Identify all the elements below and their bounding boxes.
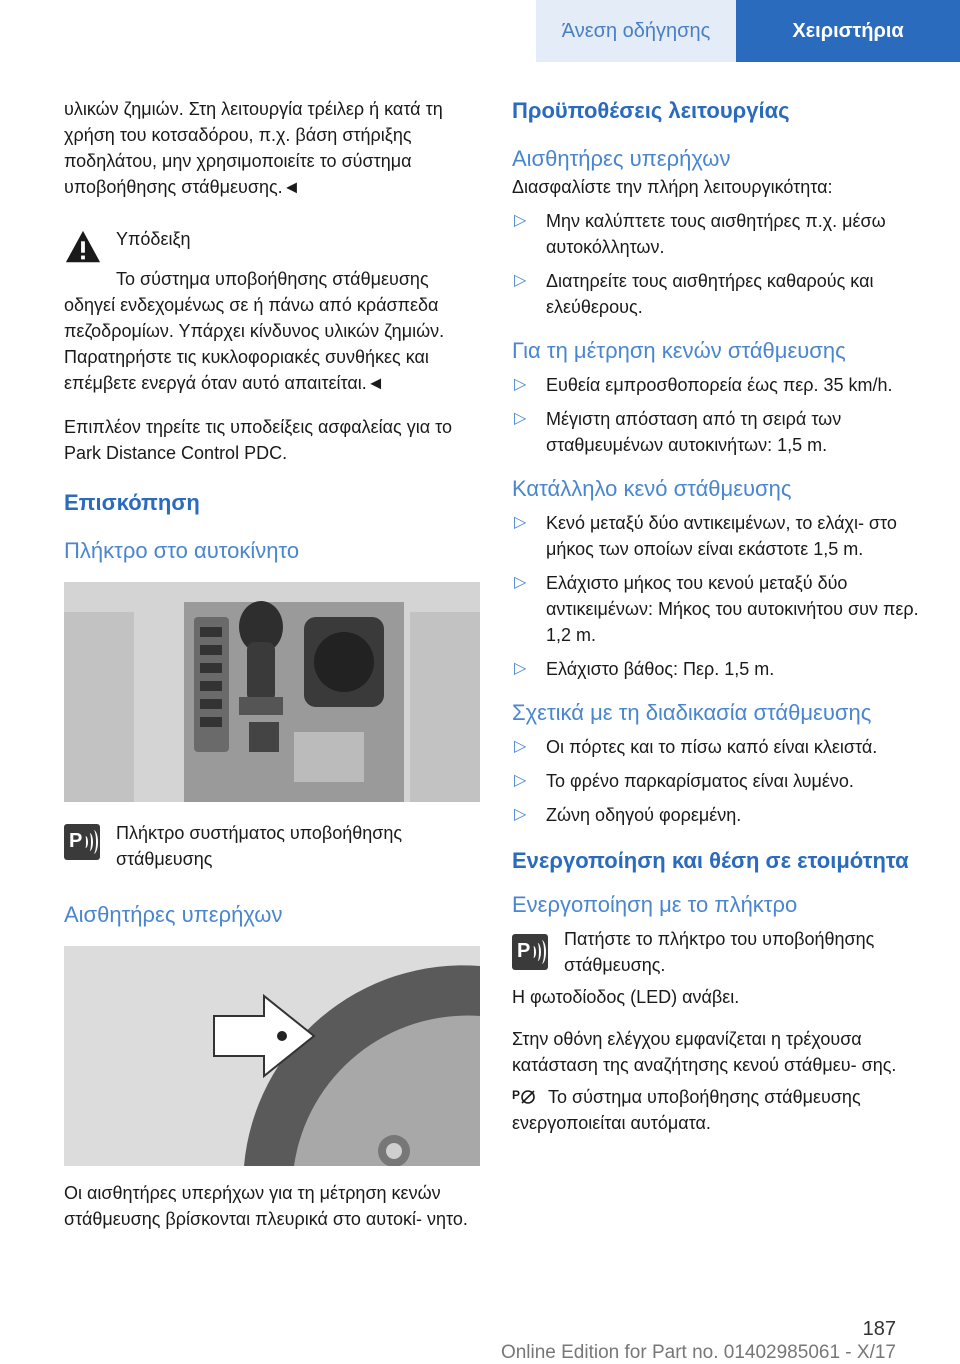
bullet-icon: ▷ xyxy=(514,410,527,427)
led-text: Η φωτοδίοδος (LED) ανάβει. xyxy=(512,987,740,1007)
bullet-icon: ▷ xyxy=(514,660,527,677)
heading-suitable: Κατάλληλο κενό στάθμευσης xyxy=(512,476,792,501)
list-sensors xyxy=(512,208,932,320)
bullet-icon: ▷ xyxy=(514,772,527,789)
header-bar xyxy=(0,0,960,62)
list-item: ▷ Διατηρείτε τους αισθητήρες καθαρούς και ελεύθερους. xyxy=(512,268,932,320)
parking-assist-icon: P xyxy=(64,824,100,860)
list-suitable xyxy=(512,510,932,682)
bullet-icon: ▷ xyxy=(514,514,527,531)
ensure-text: Διασφαλίστε την πλήρη λειτουργικότητα: xyxy=(512,177,833,197)
heading-overview: Επισκόπηση xyxy=(64,490,200,515)
list-item: ▷ Ελάχιστο μήκος του κενού μεταξύ δύο αντικειμένων: Μήκος του αυτοκινήτου συν περ. 1,2 m. xyxy=(512,570,932,648)
auto-parking-icon xyxy=(512,1086,538,1106)
page-number: 187 xyxy=(862,1318,896,1340)
display-text: Στην οθόνη ελέγχου εμφανίζεται η τρέχουσα κατάσταση της αναζήτησης κενού στάθμευ‐ σης. xyxy=(512,1029,897,1075)
list-item: ▷ Ευθεία εμπροσθοπορεία έως περ. 35 km/h. xyxy=(512,372,932,398)
list-procedure xyxy=(512,734,932,828)
heading-prerequisites: Προϋποθέσεις λειτουργίας xyxy=(512,98,790,123)
heading-measure: Για τη μέτρηση κενών στάθμευσης xyxy=(512,338,846,363)
list-measure xyxy=(512,372,932,458)
bullet-icon: ▷ xyxy=(514,574,527,591)
heading-sensors-right: Αισθητήρες υπερήχων xyxy=(512,146,731,171)
bullet-icon: ▷ xyxy=(514,738,527,755)
tab-current[interactable]: Χειριστήρια xyxy=(736,0,960,62)
page-footer xyxy=(0,1318,960,1362)
list-item: ▷ Μην καλύπτετε τους αισθητήρες π.χ. μέσω αυτοκόλλητων. xyxy=(512,208,932,260)
button-caption: Πλήκτρο συστήματος υποβοήθησης στάθμευσης xyxy=(116,823,403,869)
console-illustration xyxy=(64,582,480,802)
list-item: ▷ Ελάχιστο βάθος: Περ. 1,5 m. xyxy=(512,656,932,682)
sensor-illustration xyxy=(64,946,480,1166)
list-item: ▷ Οι πόρτες και το πίσω καπό είναι κλειστά. xyxy=(512,734,932,760)
bullet-icon: ▷ xyxy=(514,212,527,229)
warning-block xyxy=(64,226,480,266)
heading-button: Πλήκτρο στο αυτοκίνητο xyxy=(64,538,300,563)
list-item: ▷ Κενό μεταξύ δύο αντικειμένων, το ελάχι‐ στο μήκος των οποίων είναι εκάστοτε 1,5 m. xyxy=(512,510,932,562)
heading-sensors-left: Αισθητήρες υπερήχων xyxy=(64,902,283,927)
warning-icon xyxy=(64,228,102,266)
warning-title: Υπόδειξη xyxy=(116,229,191,249)
button-caption-row xyxy=(64,820,480,872)
left-column xyxy=(64,96,480,1232)
list-item: ▷ Μέγιστη απόσταση από τη σειρά των σταθμευμένων αυτοκινήτων: 1,5 m. xyxy=(512,406,932,458)
press-row xyxy=(512,926,932,978)
intro-paragraph: υλικών ζημιών. Στη λειτουργία τρέιλερ ή κατά τη χρήση του κοτσαδόρου, π.χ. βάση στήριξης ποδηλάτου, μην χρησιμοποιείτε το σύστημα υποβοήθησης στάθμευσης.◄ xyxy=(64,99,443,197)
press-text: Πατήστε το πλήκτρο του υποβοήθησης στάθμευσης. xyxy=(564,929,875,975)
tab-section[interactable]: Άνεση οδήγησης xyxy=(536,0,736,62)
parking-assist-icon: P xyxy=(512,934,548,970)
bullet-icon: ▷ xyxy=(514,806,527,823)
list-item: ▷ Το φρένο παρκαρίσματος είναι λυμένο. xyxy=(512,768,932,794)
warning-text: Το σύστημα υποβοήθησης στάθμευσης οδηγεί ενδεχομένως σε ή πάνω από κράσπεδα πεζοδρομίων. Υπάρχει κίνδυνος υλικών ζημιών. Παρατηρήστε τις κυκλοφοριακές συνθήκες και επέμβετε ενεργά όταν αυτό απαιτείται.◄ xyxy=(64,269,445,393)
list-item: ▷ Ζώνη οδηγού φορεμένη. xyxy=(512,802,932,828)
pdc-paragraph: Επιπλέον τηρείτε τις υποδείξεις ασφαλείας για το Park Distance Control PDC. xyxy=(64,417,452,463)
bullet-icon: ▷ xyxy=(514,376,527,393)
heading-activation: Ενεργοποίηση και θέση σε ετοιμότητα xyxy=(512,848,909,873)
right-column xyxy=(512,96,932,1136)
auto-text: P Το σύστημα υποβοήθησης στάθμευσης ενεργοποιείται αυτόματα. xyxy=(512,1087,861,1133)
sensor-photo xyxy=(64,946,480,1166)
heading-with-button: Ενεργοποίηση με το πλήκτρο xyxy=(512,892,798,917)
bullet-icon: ▷ xyxy=(514,272,527,289)
sensors-caption: Οι αισθητήρες υπερήχων για τη μέτρηση κενών στάθμευσης βρίσκονται πλευρικά στο αυτοκί‐ νητο. xyxy=(64,1183,468,1229)
svg-text:P: P xyxy=(512,1088,521,1102)
heading-procedure: Σχετικά με τη διαδικασία στάθμευσης xyxy=(512,700,872,725)
edition-text: Online Edition for Part no. 01402985061 - X/17 xyxy=(500,1342,896,1363)
console-photo xyxy=(64,582,480,802)
